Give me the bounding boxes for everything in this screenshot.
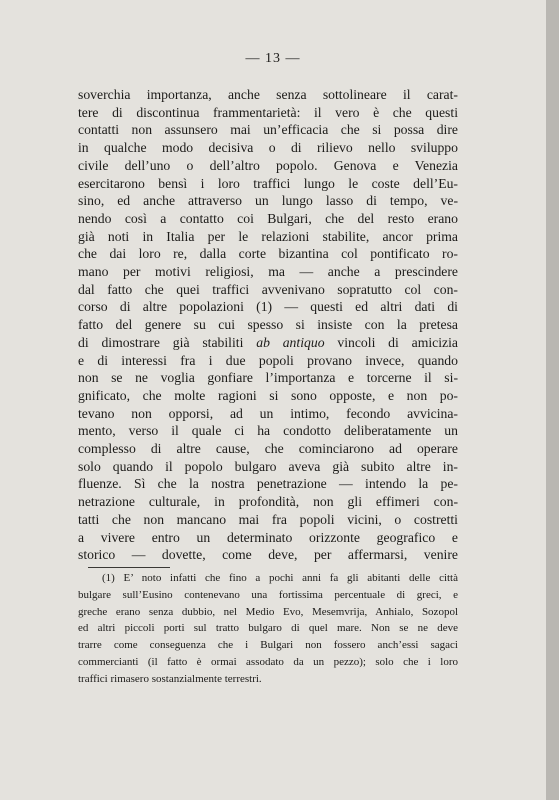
body-line: mano per motivi religiosi, ma — anche a prescindere [78,264,458,280]
body-text [78,86,458,564]
footnote-separator [88,567,170,568]
body-line: dal fatto che quei traffici avvenivano sopratutto col con- [78,281,458,297]
body-line: netrazione culturale, in profondità, non gli effimeri con- [78,494,458,510]
body-line: sino, ed anche attraverso un lungo lasso di tempo, ve- [78,193,458,209]
page-number: — 13 — [245,51,301,66]
footnote-line: bulgare sull’Eusino contenevano una fortissima percentuale di greci, e [78,588,458,601]
body-line: di dimostrare già stabiliti ab antiquo vincoli di amicizia [78,334,458,350]
italic-phrase: ab antiquo [256,334,325,350]
body-line: complesso di altre cause, che cominciarono ad operare [78,441,458,457]
body-line: fatto del genere su cui spesso si insiste con la pretesa [78,317,458,333]
body-line: già noti in Italia per le relazioni stabilite, ancor prima [78,228,458,244]
body-line: tevano non opporsi, ad un intimo, fecondo avvicina- [78,405,458,421]
footnote-line: (1) E’ noto infatti che fino a pochi anni fa gli abitanti delle città [102,572,458,584]
footnote-line: greche erano senza dubbio, nel Medio Evo, Mesemvrija, Anhialo, Sozopol [78,605,458,618]
body-line: mento, verso il quale ci ha condotto deliberatamente un [78,423,458,439]
body-line: a vivere entro un determinato orizzonte geografico e [78,529,458,545]
body-line: corso di altre popolazioni (1) — questi ed altri dati di [78,299,458,315]
body-line: tere di discontinua frammentarietà: il vero è che questi [78,104,458,120]
footnote-line: ed altri piccoli porti sul tratto bulgaro di quel mare. Non se ne deve [78,622,458,635]
body-line: solo quando il popolo bulgaro aveva già subito altre in- [78,458,458,474]
body-line: e di interessi fra i due popoli provano invece, quando [78,352,458,368]
body-line: che dai loro re, dalla corte bizantina col pontificato ro- [78,246,458,262]
footnote [78,570,458,688]
footnote-line: commercianti (il fatto è ormai assodato da un pezzo); solo che i loro [78,655,458,668]
body-line: in qualche modo decisiva o di rilievo nello sviluppo [78,140,458,156]
body-line: non se ne voglia gonfiare l’importanza e torcerne il si- [78,370,458,386]
body-line: contatti non assunsero mai un’efficacia che si possa dire [78,122,458,138]
body-line: gnificato, che molte ragioni si sono opposte, e non po- [78,387,458,403]
body-line: nendo così a contatto coi Bulgari, che del resto erano [78,210,458,226]
footnote-line: trarre come conseguenza che i Bulgari non fossero anch’essi sagaci [78,639,458,652]
footnote-line: traffici rimasero sostanzialmente terrestri. [78,672,262,685]
body-line: tatti che non mancano mai fra popoli vicini, o costretti [78,511,458,527]
body-line: soverchia importanza, anche senza sottolineare il carat- [78,87,458,102]
body-line: civile dell’uno o dell’altro popolo. Genova e Venezia [78,157,458,173]
body-line: esercitarono bensì i loro traffici lungo le coste dell’Eu- [78,175,458,191]
body-line: storico — dovette, come deve, per affermarsi, venire [78,547,458,563]
body-line: fluenze. Sì che la nostra penetrazione — intendo la pe- [78,476,458,492]
page-edge [546,0,559,800]
